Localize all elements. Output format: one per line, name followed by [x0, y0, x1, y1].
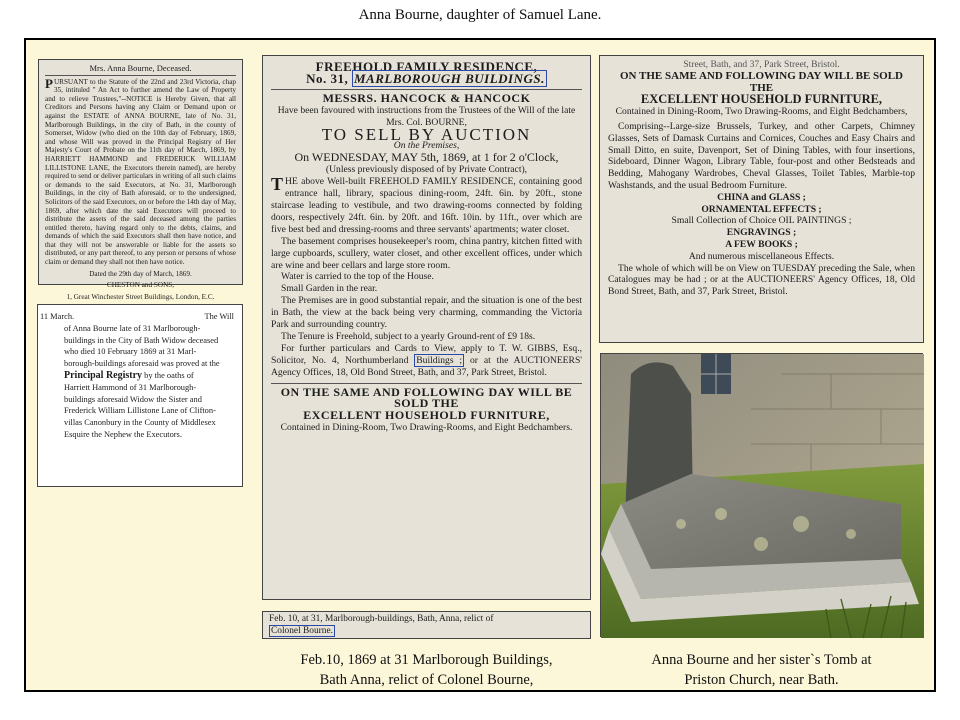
auction-description-text: HE above Well-built FREEHOLD FAMILY RESIDENCE, containing good entrance hall, library, spacious dining-room, 24ft. 6in. by 20ft., stone staircase leading to vestibule, and two drawing-rooms connected by folding doors, respectively 24ft. 6in. by 20ft. and 16ft. 10in. by 11ft., over which are five best bed and dressing-rooms and three servants' apartments; water closet.: [271, 176, 582, 235]
furniture-heading: EXCELLENT HOUSEHOLD FURNITURE,: [640, 92, 883, 107]
furniture-advert-clipping: [599, 55, 924, 343]
auction-description: [271, 176, 582, 236]
auction-building: MARLBOROUGH BUILDINGS.: [354, 70, 545, 86]
death-colonel: Colonel Bourne.: [271, 626, 333, 636]
auction-basement: The basement comprises housekeeper's room, china pantry, kitchen fitted with large cupboards, scullery, water closet, and other excellent offices, under which are wine and beer cellars and large store room.: [271, 235, 582, 271]
divider: [271, 89, 582, 90]
left-caption-line: Feb.10, 1869 at 31 Marlborough Buildings,: [300, 652, 553, 668]
death-notice-clipping: [262, 611, 591, 639]
right-caption-line: Priston Church, near Bath.: [684, 672, 839, 688]
auction-furniture-heading: EXCELLENT HOUSEHOLD FURNITURE,: [303, 408, 550, 423]
divider: [271, 383, 582, 384]
deceased-notice-clipping: [38, 59, 243, 301]
will-line: [40, 370, 234, 382]
notice-header: Mrs. Anna Bourne, Deceased.: [45, 64, 236, 76]
furniture-books: A FEW BOOKS ;: [725, 238, 798, 250]
furniture-view: The whole of which will be on View on TUESDAY preceding the Sale, when Catalogues may be had ; or at the AUCTIONEERS' Agency Offices, 18, Old Bond Street, Bath, and 37, Park Street, Bristol.: [608, 262, 915, 298]
auction-premises: On the Premises,: [393, 140, 460, 152]
notice-dated: Dated the 29th day of March, 1869.: [89, 269, 192, 278]
furniture-following-day: ON THE SAME AND FOLLOWING DAY WILL BE SOLD THE: [619, 69, 903, 94]
will-line: buildings aforesaid Widow the Sister and: [64, 394, 202, 404]
furniture-engravings: ENGRAVINGS ;: [726, 227, 797, 239]
auction-particulars: [271, 343, 582, 379]
left-caption-line: Bath Anna, relict of Colonel Bourne,: [319, 672, 534, 688]
will-oaths: by the oaths of: [144, 370, 194, 380]
will-line: borough-buildings aforesaid was proved at the: [64, 359, 220, 369]
tomb-photo-image: [601, 354, 924, 638]
will-line: Harriett Hammond of 31 Marlborough-: [64, 382, 197, 392]
auction-tenure: The Tenure is Freehold, subject to a yearly Ground-rent of £9 18s.: [281, 330, 536, 342]
auction-sell-heading: TO SELL BY AUCTION: [321, 124, 532, 144]
will-line: of Anna Bourne late of 31 Marlborough-: [64, 323, 201, 333]
will-lead: The Will: [204, 312, 234, 321]
auction-private: (Unless previously disposed of by Private Contract),: [325, 164, 528, 176]
auction-water: Water is carried to the top of the House.: [281, 271, 434, 283]
death-line: Feb. 10, at 31, Marlborough-buildings, Bath, Anna, relict of: [269, 614, 494, 624]
auctioneer-name: MESSRS. HANCOCK & HANCOCK: [322, 90, 531, 105]
auction-advert-clipping: [262, 55, 591, 600]
will-registry: Principal Registry: [64, 369, 143, 381]
will-line: Frederick William Lillistone Lane of Clifton-: [64, 406, 216, 416]
auction-date: On WEDNESDAY, MAY 5th, 1869, at 1 for 2 o'Clock,: [294, 150, 559, 165]
auction-heading: FREEHOLD FAMILY RESIDENCE,: [315, 59, 538, 74]
auction-number: No. 31,: [306, 70, 349, 86]
death-line: [269, 625, 584, 637]
will-date: 11 March.: [40, 312, 75, 321]
auction-instructions: Have been favoured with instructions from the Trustees of the Will of the late Mrs. Col. BOURNE,: [277, 104, 576, 128]
right-caption-line: Anna Bourne and her sister`s Tomb at: [651, 652, 872, 668]
furniture-ornamental: ORNAMENTAL EFFECTS ;: [701, 203, 822, 215]
page-title: Anna Bourne, daughter of Samuel Lane.: [358, 7, 602, 23]
will-line: who died 10 February 1869 at 31 Marl-: [64, 347, 197, 357]
notice-dropcap: P: [45, 75, 53, 91]
left-caption: [262, 650, 591, 690]
furniture-body: Comprising--Large-size Brussels, Turkey, and other Carpets, Chimney Glasses, Sets of Damask Curtains and Cornices, Couches and Easy Chairs and Small Ditto, en suite, Davenport, Set of Dining Tables, with four insertions, Sideboard, Dinner Wagon, Library Table, four-post and other Bedsteads and Bedding, Mahogany Wardrobes, Cheval Glasses, Toilet Tables, Marble-top Washstands, and the usual Bedroom Furniture.: [608, 120, 915, 191]
right-caption: [599, 650, 924, 690]
furniture-paintings: Small Collection of Choice OIL PAINTINGS ;: [671, 215, 852, 227]
notice-body: URSUANT to the Statute of the 22nd and 23rd Victoria, chap 35, intituled " An Act to further amend the Law of Property and to relieve Trustees,"--NOTICE is Hereby Given, that all Creditors and Persons having any Claim or Demand upon or against the ESTATE of ANNA BOURNE, late of No. 31, Marlborough Buildings, in the city of Bath, in the county of Somerset, Widow (who died on the 10th day of February, 1869, and whose Will was proved in the Principal Registry of Her Majesty's Court of Probate on the 11th day of March, 1869, by HARRIETT HAMMOND and FREDERICK WILLIAM LILLISTONE LANE, the Executors therein named), are hereby required to send or deliver particulars in writing of all such claims or demands to the said Executors, at No. 31, Marlborough Buildings, in the city of Bath aforesaid, or to the undersigned, Solicitors of the said Executors, on or before the 14th day of May, 1869, after which date the said Executors will proceed to distribute the assets of the said deceased among the parties entitled thereto, having regard only to the debts, claims, and demands of which the said Executors shall then have notice, and that they will not be answerable or liable for the assets so distributed, or any part thereof, to any person or persons of whose claim or demand they shall not then have notice.: [45, 77, 236, 267]
tomb-photo: [600, 353, 923, 637]
furniture-effects: And numerous miscellaneous Effects.: [688, 250, 835, 262]
auction-buildings-highlight: Buildings ;: [416, 354, 463, 366]
auction-contained: Contained in Dining-Room, Two Drawing-Rooms, and Eight Bedchambers.: [280, 422, 573, 434]
will-line: villas Canonbury in the County of Middlesex: [64, 418, 216, 428]
furniture-top: Street, Bath, and 37, Park Street, Bristol.: [683, 59, 840, 70]
auction-particulars-end: or at the AUCTIONEERS' Agency Offices, 18, Old Bond Street, Bath, and 37, Park Street, Bristol.: [271, 354, 583, 378]
will-clipping: [37, 304, 243, 487]
auction-dropcap: T: [271, 174, 284, 195]
notice-address: 1, Great Winchester Street Buildings, London, E.C.: [66, 292, 215, 301]
auction-garden: Small Garden in the rear.: [281, 283, 378, 295]
auction-following-day: ON THE SAME AND FOLLOWING DAY WILL BE SOLD THE: [280, 384, 573, 411]
auction-premises-repair: The Premises are in good substantial repair, and the situation is one of the best in Bath, the view at the back being very charming, commanding the Victoria Park and surrounding country.: [271, 295, 582, 331]
furniture-china: CHINA and GLASS ;: [717, 191, 806, 203]
notice-signature: CHESTON and SONS,: [106, 281, 175, 290]
will-line: buildings in the City of Bath Widow deceased: [64, 335, 219, 345]
auction-address: [271, 70, 582, 86]
auction-particulars-text: For further particulars and Cards to View, apply to T. W. GIBBS, Esq., Solicitor, No. 4, Northumberland: [271, 342, 582, 366]
will-line: Esquire the Nephew the Executors.: [64, 429, 182, 439]
furniture-contained: Contained in Dining-Room, Two Drawing-Rooms, and Eight Bedchambers,: [615, 106, 908, 118]
